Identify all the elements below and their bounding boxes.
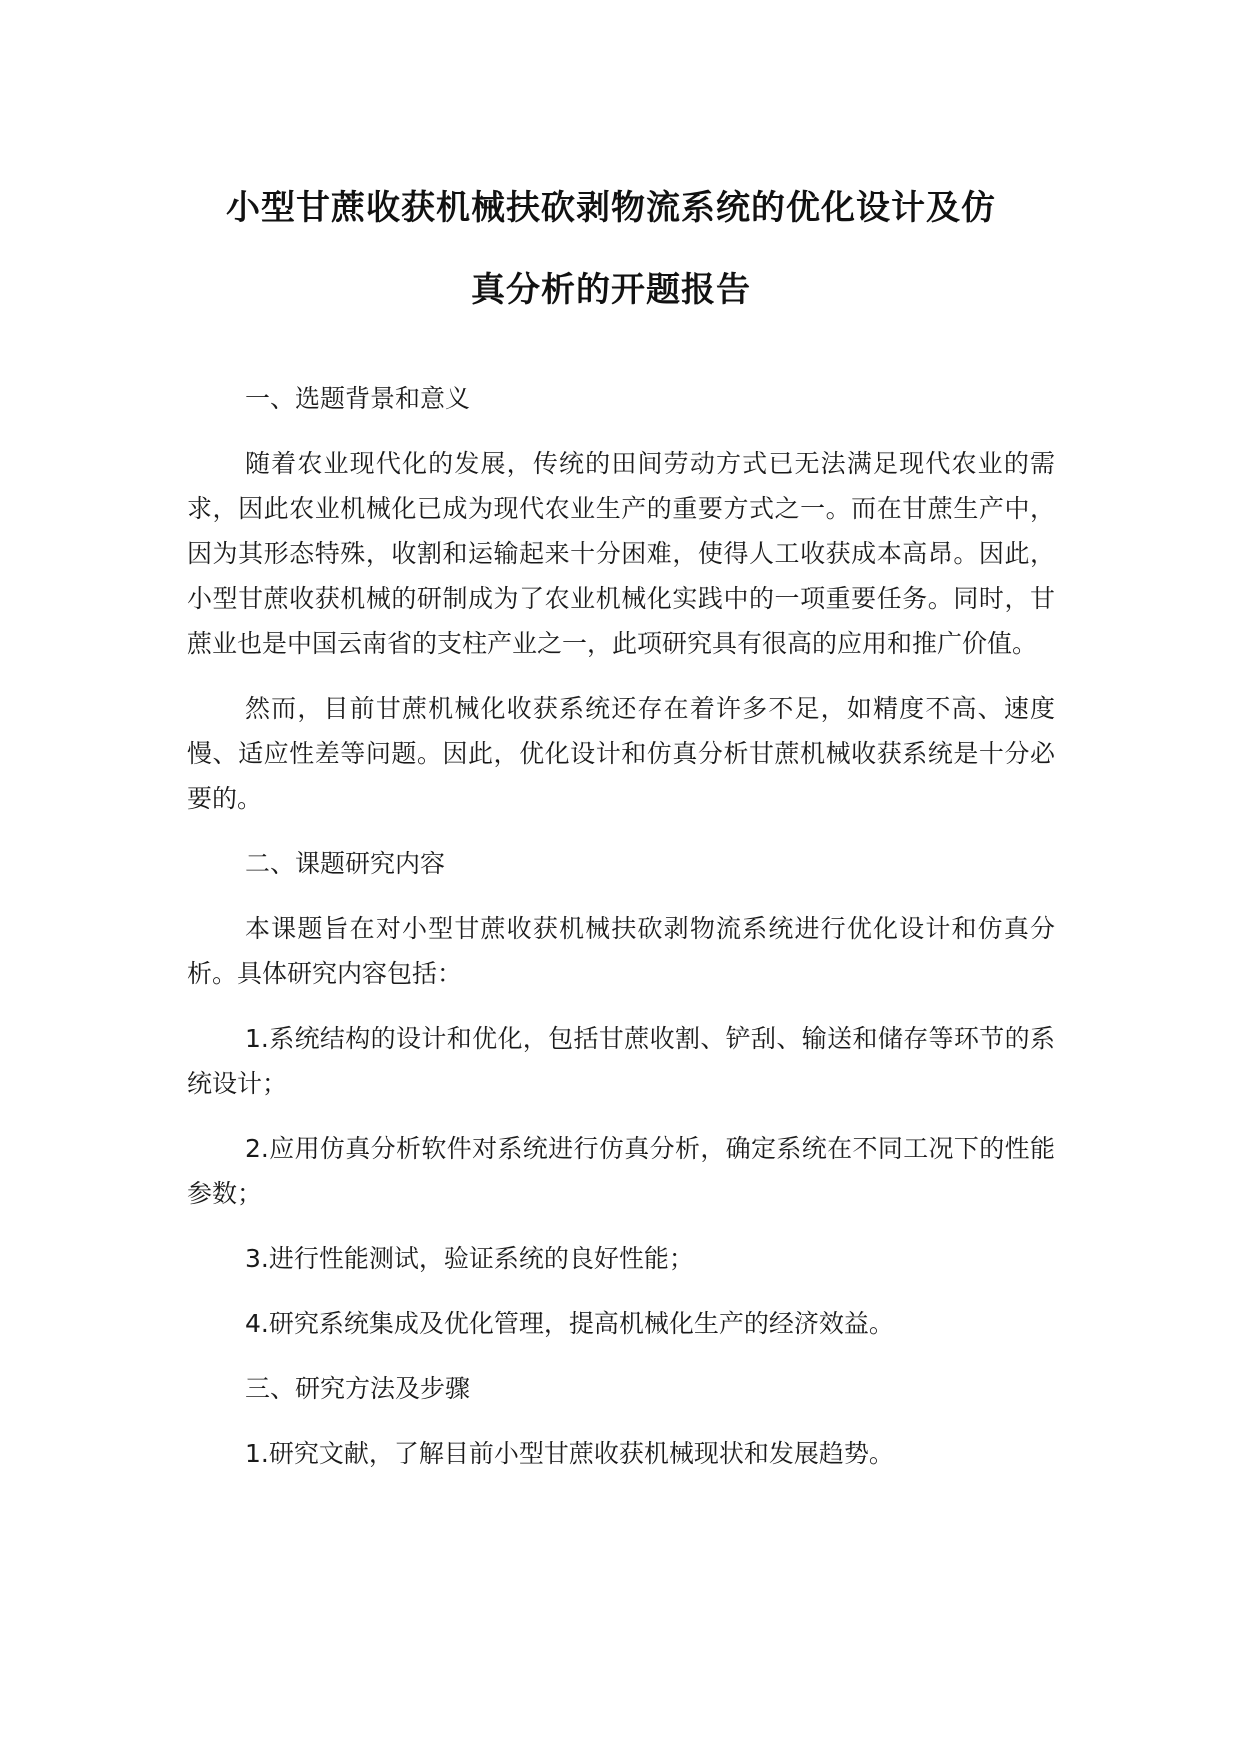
list-item-3: 3.进行性能测试，验证系统的良好性能；: [245, 1244, 694, 1273]
paragraph-background: 随着农业现代化的发展，传统的田间劳动方式已无法满足现代农业的需求，因此农业机械化已成为现代农业生产的重要方式之一。而在甘蔗生产中，因为其形态特殊，收割和运输起来十分困难，使得人工收获成本高昂。因此，小型甘蔗收获机械的研制成为了农业机械化实践中的一项重要任务。同时，甘蔗业也是中国云南省的支柱产业之一，此项研究具有很高的应用和推广价值。: [187, 449, 1055, 658]
section-heading-content: 二、课题研究内容: [245, 849, 446, 878]
document-title-line-2: 真分析的开题报告: [471, 270, 751, 310]
method-step-1: 1.研究文献，了解目前小型甘蔗收获机械现状和发展趋势。: [245, 1439, 894, 1468]
paragraph-shortcomings: 然而，目前甘蔗机械化收获系统还存在着许多不足，如精度不高、速度慢、适应性差等问题。因此，优化设计和仿真分析甘蔗机械收获系统是十分必要的。: [187, 694, 1055, 813]
list-item-4: 4.研究系统集成及优化管理，提高机械化生产的经济效益。: [245, 1309, 894, 1338]
document-title-line-1: 小型甘蔗收获机械扶砍剥物流系统的优化设计及仿: [226, 188, 996, 228]
list-item-2: 2.应用仿真分析软件对系统进行仿真分析，确定系统在不同工况下的性能参数；: [187, 1134, 1055, 1208]
document-body: [187, 376, 1055, 1496]
list-item-1: 1.系统结构的设计和优化，包括甘蔗收割、铲刮、输送和储存等环节的系统设计；: [187, 1024, 1055, 1098]
paragraph-content-intro: 本课题旨在对小型甘蔗收获机械扶砍剥物流系统进行优化设计和仿真分析。具体研究内容包括：: [187, 914, 1055, 988]
section-heading-methods: 三、研究方法及步骤: [245, 1374, 471, 1403]
section-heading-background: 一、选题背景和意义: [245, 384, 471, 413]
